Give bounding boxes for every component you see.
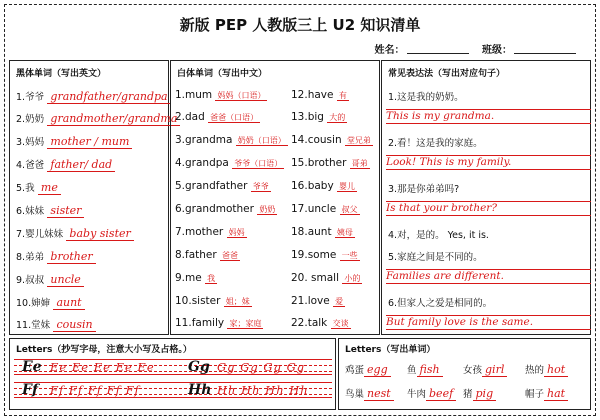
list-item: 鸟巢 nest [345, 386, 394, 400]
model-letter: Hh [188, 382, 212, 398]
copied-letters: Ee Ee Ee Ee Ee [50, 360, 155, 374]
list-item: 3.妈妈 mother / mum [16, 134, 132, 148]
list-item: 7.婴儿妹妹 baby sister [16, 226, 134, 240]
plain-words-section [170, 60, 380, 335]
list-item: 16.baby 婴儿 [291, 180, 356, 192]
list-item: 11.family 家；家庭 [175, 317, 262, 329]
list-item: 1.mum 妈妈（口语） [175, 89, 266, 101]
answer: cousin [53, 318, 95, 332]
sentence-answer: Look! This is my family. [386, 155, 591, 170]
list-item: 帽子 hat [525, 386, 568, 400]
expressions-section [381, 60, 591, 335]
list-item: 5.grandfather 爷爷 [175, 180, 269, 192]
copied-letters: Hh Hh Hh Hh [217, 383, 309, 397]
sentence-cn: 3.那是你弟弟吗? [388, 184, 460, 195]
list-item: 21.love 爱 [291, 295, 344, 307]
answer: grandmother/grandma [47, 112, 180, 126]
list-item: 18.aunt 姨母 [291, 226, 353, 238]
list-item: 5.我 me [16, 180, 61, 194]
model-letter: Ee [22, 359, 42, 375]
list-item: 牛肉 beef [407, 386, 456, 400]
letters-copy-section [9, 338, 336, 410]
name-blank[interactable] [407, 44, 469, 54]
list-item: 7.mother 妈妈 [175, 226, 245, 238]
list-item: 9.叔叔 uncle [16, 272, 84, 286]
answer: father/ dad [47, 158, 115, 172]
answer: mother / mum [47, 135, 132, 149]
list-item: 2.奶奶 grandmother/grandma [16, 111, 180, 125]
list-item: 女孩 girl [463, 362, 507, 376]
sentence-cn: 5.家庭之间是不同的。 [388, 252, 483, 263]
list-item: 鸡蛋 egg [345, 362, 391, 376]
copied-letters: Ff Ff Ff Ff Ff [50, 383, 140, 397]
sentence-answer: Is that your brother? [386, 201, 591, 216]
list-item: 1.爷爷 grandfather/grandpa [16, 89, 171, 103]
list-item: 10.婶婶 aunt [16, 295, 85, 309]
letters-copy-header: Letters（抄写字母，注意大小写及占格。） [16, 345, 192, 355]
sentence-answer: But family love is the same. [386, 315, 591, 330]
list-item: 8.father 爸爸 [175, 249, 239, 261]
letters-words-section [338, 338, 591, 410]
answer: me [38, 181, 61, 195]
answer: uncle [47, 273, 83, 287]
list-item: 8.弟弟 brother [16, 249, 96, 263]
list-item: 12.have 有 [291, 89, 347, 101]
sentence-answer: This is my grandma. [386, 109, 591, 124]
list-item: 猪 pig [463, 386, 496, 400]
page-title: 新版 PEP 人教版三上 U2 知识清单 [179, 16, 421, 34]
bold-words-section [9, 60, 178, 335]
list-item: 6.妹妹 sister [16, 203, 84, 217]
name-label: 姓名： [374, 45, 405, 56]
sentence-cn: 1.这是我的奶奶。 [388, 92, 464, 103]
plain-words-header: 白体单词（写出中文） [177, 69, 268, 79]
list-item: 15.brother 哥弟 [291, 157, 368, 169]
list-item: 热的 hot [525, 362, 568, 376]
letters-words-header: Letters（写出单词） [345, 345, 436, 355]
list-item: 4.爸爸 father/ dad [16, 157, 115, 171]
answer: sister [47, 204, 84, 218]
list-item: 17.uncle 叔父 [291, 203, 358, 215]
answer: baby sister [66, 227, 133, 241]
list-item: 11.堂妹 cousin [16, 317, 96, 331]
list-item: 2.dad 爸爸（口语） [175, 111, 259, 123]
list-item: 鱼 fish [407, 362, 443, 376]
list-item: 13.big 大的 [291, 111, 346, 123]
class-blank[interactable] [514, 44, 576, 54]
list-item: 20. small 小的 [291, 272, 361, 284]
answer: brother [47, 250, 95, 264]
copied-letters: Gg Gg Gg Gg [217, 360, 306, 374]
model-letter: Gg [188, 359, 210, 375]
list-item: 6.grandmother 奶奶 [175, 203, 276, 215]
sentence-cn: 4.对，是的。 Yes, it is. [388, 230, 489, 241]
sentence-cn: 6.但家人之爱是相同的。 [388, 298, 493, 309]
expressions-header: 常见表达法（写出对应句子） [388, 69, 506, 79]
list-item: 22.talk 交谈 [291, 317, 349, 329]
name-class-bar [375, 41, 586, 56]
model-letter: Ff [22, 382, 38, 398]
list-item: 10.sister 姐；妹 [175, 295, 250, 307]
list-item: 19.some 一些 [291, 249, 358, 261]
list-item: 4.grandpa 爷爷（口语） [175, 157, 283, 169]
sentence-cn: 2.看！这是我的家庭。 [388, 138, 483, 149]
answer: aunt [53, 296, 84, 310]
answer: grandfather/grandpa [47, 90, 170, 104]
sentence-answer: Families are different. [386, 269, 591, 284]
list-item: 14.cousin 堂兄弟 [291, 134, 371, 146]
list-item: 3.grandma 奶奶（口语） [175, 134, 286, 146]
list-item: 9.me 我 [175, 272, 216, 284]
class-label: 班级： [482, 45, 512, 56]
bold-words-header: 黑体单词（写出英文） [16, 69, 107, 79]
